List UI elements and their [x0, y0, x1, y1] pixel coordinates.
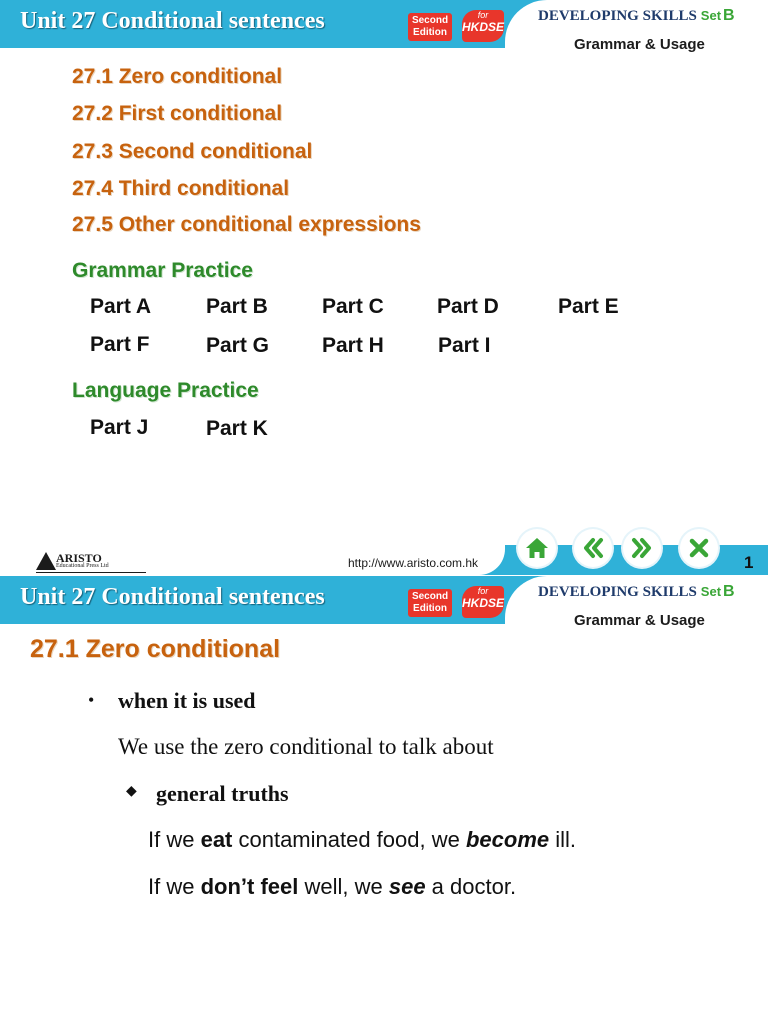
example-sentence-2: If we don’t feel well, we see a doctor. [148, 874, 517, 899]
part-a-link[interactable]: Part A [90, 295, 152, 318]
part-h-link[interactable]: Part H [322, 334, 384, 357]
publisher-url[interactable]: http://www.aristo.com.hk [348, 556, 479, 570]
double-chevron-left-icon [579, 534, 607, 562]
slide1-header [0, 0, 768, 70]
aristo-logo: ARISTO Educational Press Ltd [36, 552, 146, 574]
aristo-logo-icon [36, 552, 56, 570]
toc-link-27-4[interactable]: 27.4 Third conditional [72, 177, 290, 200]
unit-title: Unit 27 Conditional sentences [20, 8, 325, 34]
second-edition-badge: Second Edition [408, 589, 452, 617]
part-i-link[interactable]: Part I [438, 334, 491, 357]
example-sentence-1: If we eat contaminated food, we become ill. [148, 827, 577, 852]
part-j-link[interactable]: Part J [90, 416, 149, 439]
when-used-heading: when it is used [118, 688, 256, 713]
toc-link-27-3[interactable]: 27.3 Second conditional [72, 140, 313, 163]
page-number: 1 [744, 553, 754, 572]
toc-link-27-1[interactable]: 27.1 Zero conditional [72, 65, 283, 88]
hkdse-badge: for HKDSE [462, 10, 504, 42]
home-button[interactable] [518, 529, 556, 567]
close-icon [685, 534, 713, 562]
part-c-link[interactable]: Part C [322, 295, 384, 318]
intro-text: We use the zero conditional to talk about [118, 734, 494, 759]
developing-skills-brand: DEVELOPING SKILLS Set B [538, 583, 735, 600]
grammar-usage-label: Grammar & Usage [574, 36, 705, 53]
part-e-link[interactable]: Part E [558, 295, 619, 318]
double-chevron-right-icon [628, 534, 656, 562]
grammar-practice-label: Grammar Practice [72, 259, 253, 282]
close-button[interactable] [680, 529, 718, 567]
general-truths-heading: general truths [156, 781, 289, 806]
diamond-bullet-icon: ◆ [126, 784, 137, 799]
bullet-dot: • [88, 690, 95, 710]
part-b-link[interactable]: Part B [206, 295, 268, 318]
next-button[interactable] [623, 529, 661, 567]
previous-button[interactable] [574, 529, 612, 567]
language-practice-label: Language Practice [72, 379, 259, 402]
part-f-link[interactable]: Part F [90, 333, 150, 356]
toc-link-27-2[interactable]: 27.2 First conditional [72, 102, 283, 125]
hkdse-badge: for HKDSE [462, 586, 504, 618]
toc-link-27-5[interactable]: 27.5 Other conditional expressions [72, 213, 421, 236]
part-g-link[interactable]: Part G [206, 334, 270, 357]
developing-skills-brand: DEVELOPING SKILLS Set B [538, 7, 735, 24]
second-edition-badge: Second Edition [408, 13, 452, 41]
section-heading-zero-conditional: 27.1 Zero conditional [30, 635, 281, 663]
grammar-usage-label: Grammar & Usage [574, 612, 705, 629]
part-d-link[interactable]: Part D [437, 295, 499, 318]
home-icon [523, 534, 551, 562]
part-k-link[interactable]: Part K [206, 417, 268, 440]
unit-title: Unit 27 Conditional sentences [20, 584, 325, 610]
